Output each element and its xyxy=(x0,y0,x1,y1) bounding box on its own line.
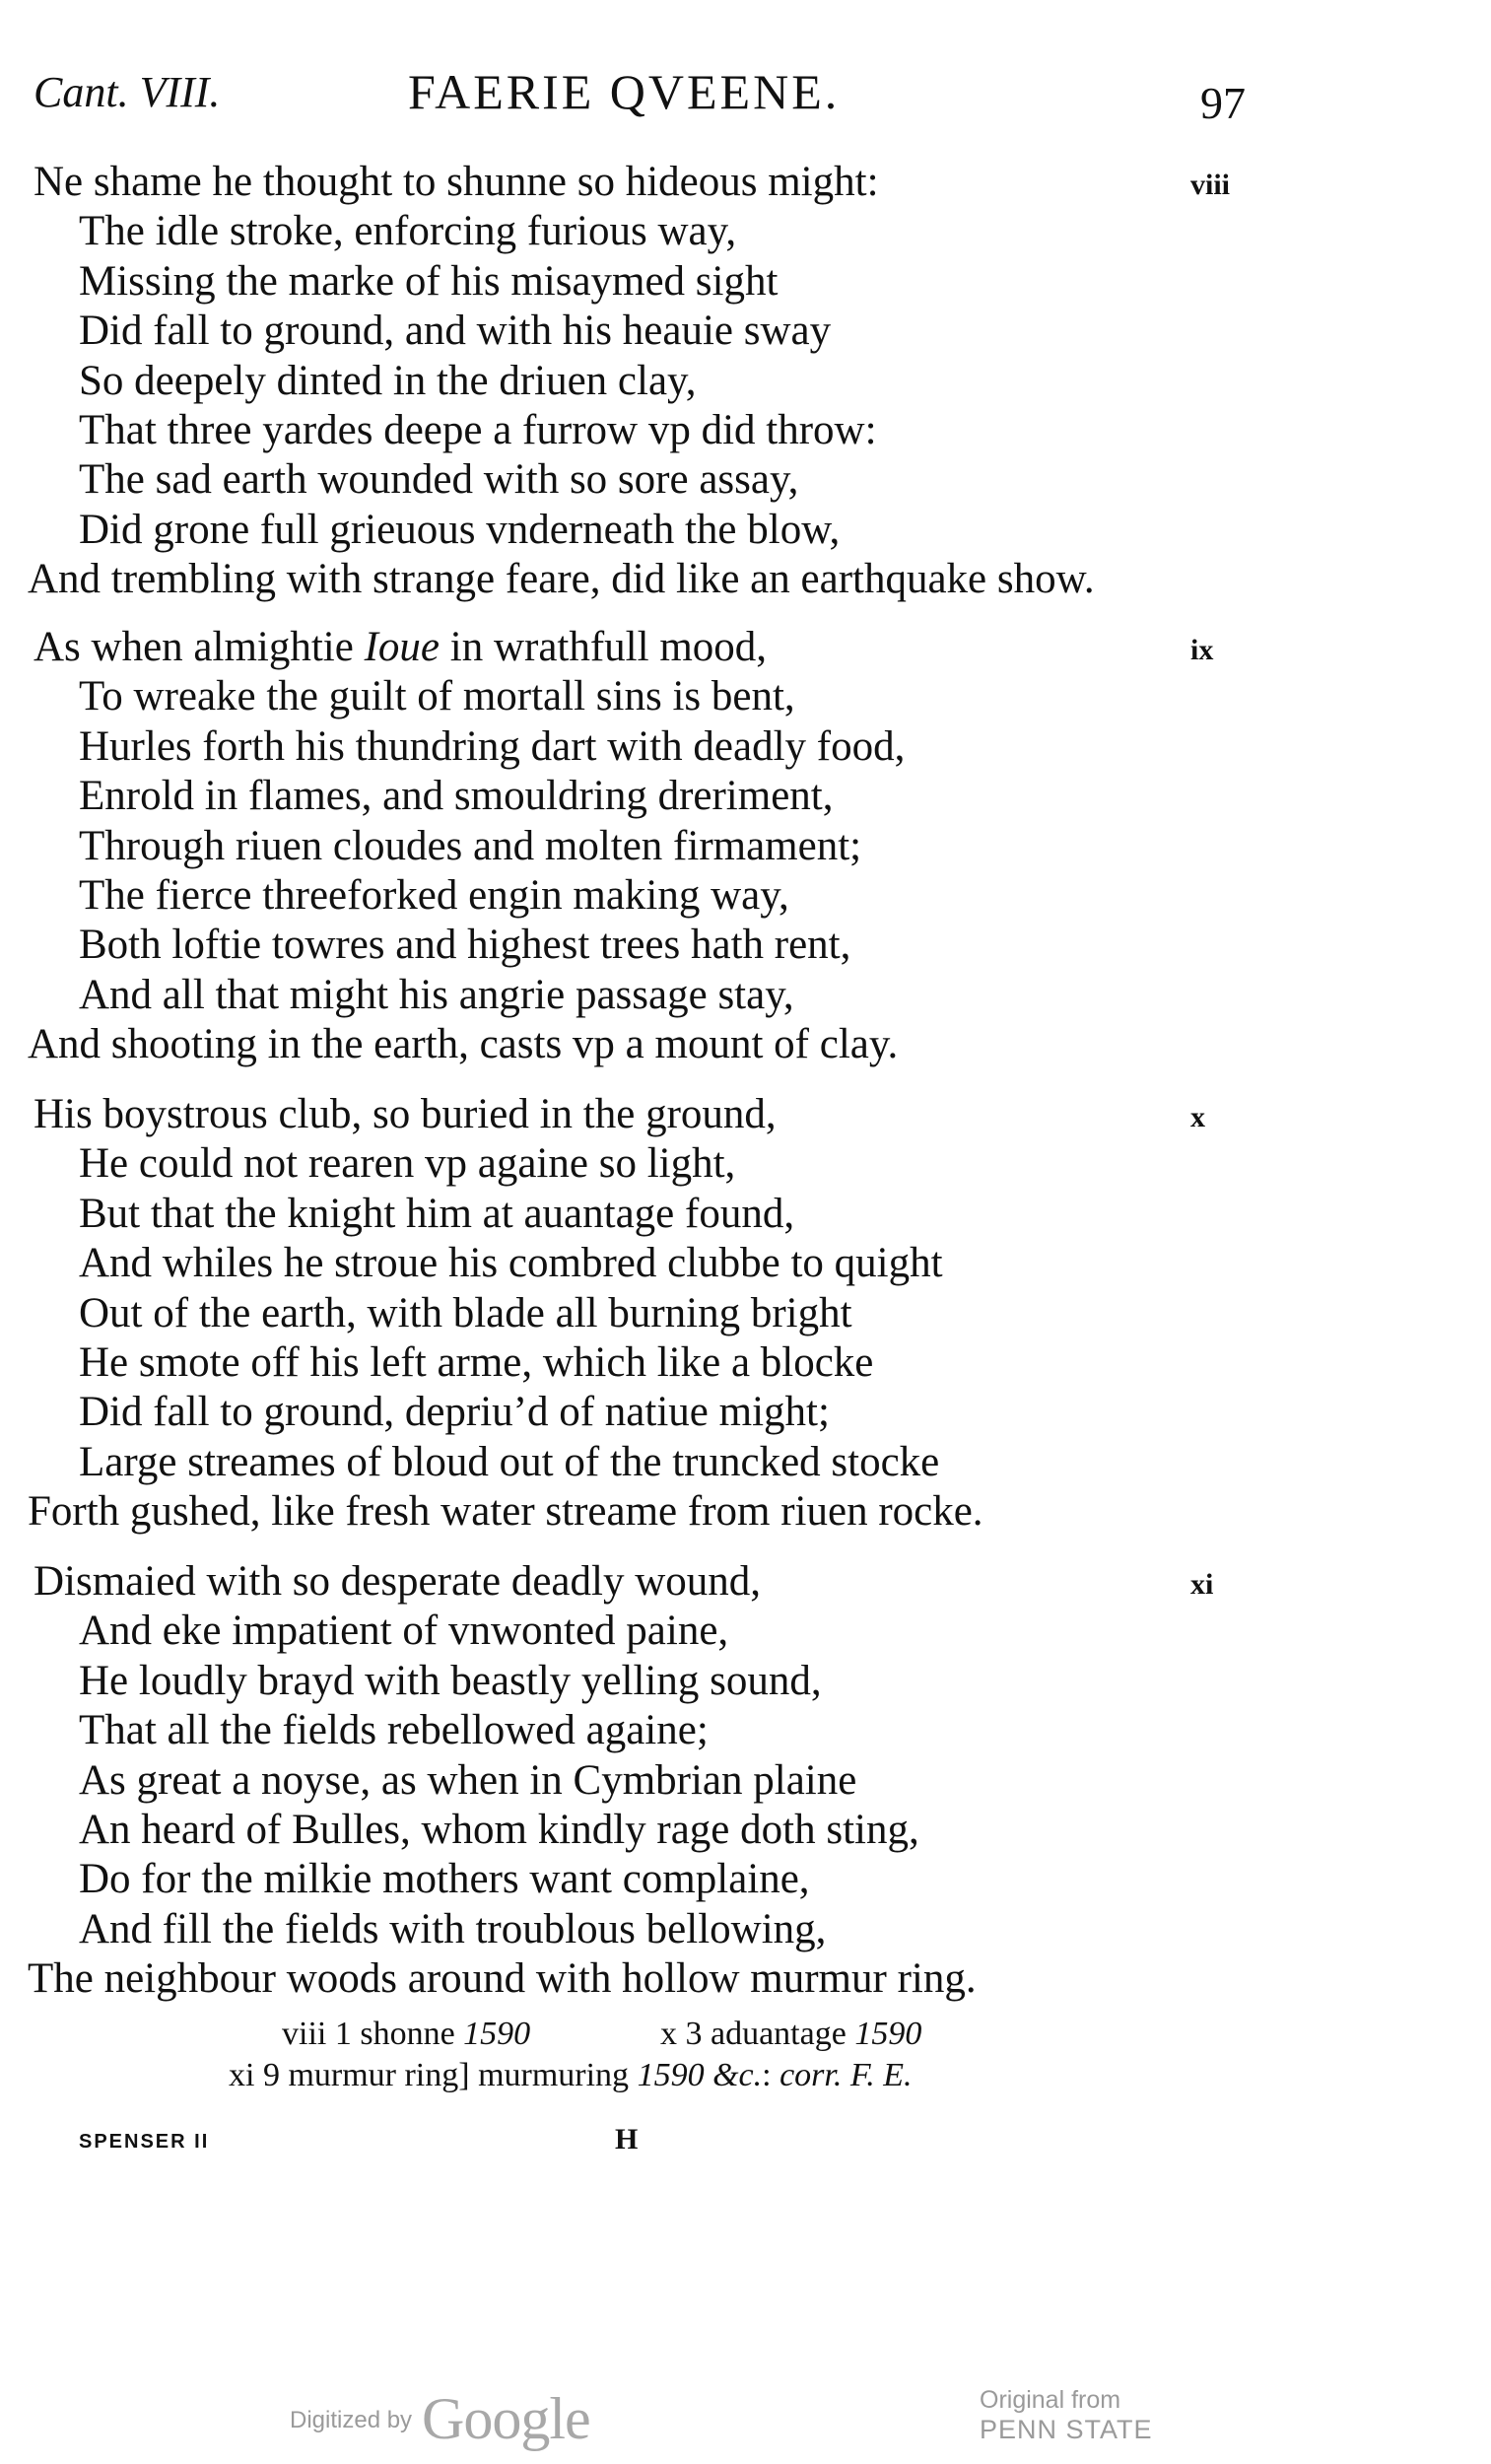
verse-line: And fill the fields with troublous bellowing, xyxy=(79,1906,827,1952)
verse-line: So deepely dinted in the driuen clay, xyxy=(79,358,697,404)
note-xi: xi 9 murmur ring] murmuring 1590 &c.: corr. F. E. xyxy=(229,2057,913,2093)
institution-name: PENN STATE xyxy=(980,2415,1153,2444)
verse-line: The sad earth wounded with so sore assay, xyxy=(79,456,799,503)
verse-line: That three yardes deepe a furrow vp did throw: xyxy=(79,407,877,453)
verse-line: As when almightie Ioue in wrathfull mood, xyxy=(34,624,768,670)
verse-line: Both loftie towres and highest trees hath rent, xyxy=(79,922,851,968)
digitized-by-label: Digitized by xyxy=(290,2407,413,2433)
original-from-text: Original from xyxy=(980,2386,1121,2414)
verse-line: Out of the earth, with blade all burning bright xyxy=(79,1290,852,1336)
verse-line: Dismaied with so desperate deadly wound, xyxy=(34,1558,761,1605)
sheet-letter: H xyxy=(615,2123,639,2156)
original-from-label xyxy=(980,2385,1153,2444)
verse-line: The fierce threeforked engin making way, xyxy=(79,872,789,919)
verse-line: An heard of Bulles, whom kindly rage doth sting, xyxy=(79,1807,919,1853)
note-viii: viii 1 shonne 1590 xyxy=(282,2016,531,2052)
verse-line: Did fall to ground, and with his heauie sway xyxy=(79,308,832,354)
verse-line: He could not rearen vp againe so light, xyxy=(79,1140,736,1187)
stanza-number: xi xyxy=(1190,1568,1214,1601)
book-title: FAERIE QVEENE. xyxy=(408,64,841,119)
verse-line: Through riuen cloudes and molten firmament; xyxy=(79,823,862,869)
verse-line: Missing the marke of his misaymed sight xyxy=(79,258,779,305)
verse-line: And eke impatient of vnwonted paine, xyxy=(79,1608,729,1654)
signature-mark: SPENSER II xyxy=(79,2131,210,2153)
verse-line: Did fall to ground, depriu’d of natiue might; xyxy=(79,1389,830,1435)
verse-line: Hurles forth his thundring dart with deadly food, xyxy=(79,723,906,770)
verse-line: He loudly brayd with beastly yelling sound, xyxy=(79,1658,822,1704)
note-x: x 3 aduantage 1590 xyxy=(660,2016,922,2052)
page-number: 97 xyxy=(1200,78,1246,128)
verse-line: As great a noyse, as when in Cymbrian plaine xyxy=(79,1757,857,1804)
canto-label: Cant. VIII. xyxy=(34,68,221,116)
scan-watermark xyxy=(0,2385,1491,2464)
google-logo: Google xyxy=(422,2386,590,2451)
verse-line: He smote off his left arme, which like a blocke xyxy=(79,1339,874,1386)
textual-notes xyxy=(0,2016,1491,2154)
verse-line: To wreake the guilt of mortall sins is bent, xyxy=(79,673,795,719)
verse-line: And whiles he stroue his combred clubbe to quight xyxy=(79,1240,943,1286)
verse-line: Large streames of bloud out of the truncked stocke xyxy=(79,1439,940,1485)
verse-line: And all that might his angrie passage stay, xyxy=(79,972,794,1018)
verse-line: Did grone full grieuous vnderneath the blow, xyxy=(79,507,841,553)
stanza-number: x xyxy=(1190,1101,1205,1133)
verse-line: Enrold in flames, and smouldring dreriment, xyxy=(79,773,834,819)
verse-line: The neighbour woods around with hollow murmur ring. xyxy=(28,1955,977,2002)
verse-line: His boystrous club, so buried in the ground, xyxy=(34,1091,777,1137)
verse-line: Ne shame he thought to shunne so hideous might: xyxy=(34,159,879,205)
verse-line: Forth gushed, like fresh water streame from riuen rocke. xyxy=(28,1488,983,1535)
stanza-number: viii xyxy=(1190,169,1231,201)
stanza-number: ix xyxy=(1190,634,1214,666)
verse-line: That all the fields rebellowed againe; xyxy=(79,1707,709,1753)
verse-line: The idle stroke, enforcing furious way, xyxy=(79,208,737,254)
verse-line: And shooting in the earth, casts vp a mount of clay. xyxy=(28,1021,899,1067)
verse-line: But that the knight him at auantage found, xyxy=(79,1191,795,1237)
verse-line: Do for the milkie mothers want complaine, xyxy=(79,1856,810,1902)
verse-line: And trembling with strange feare, did like an earthquake show. xyxy=(28,556,1095,602)
